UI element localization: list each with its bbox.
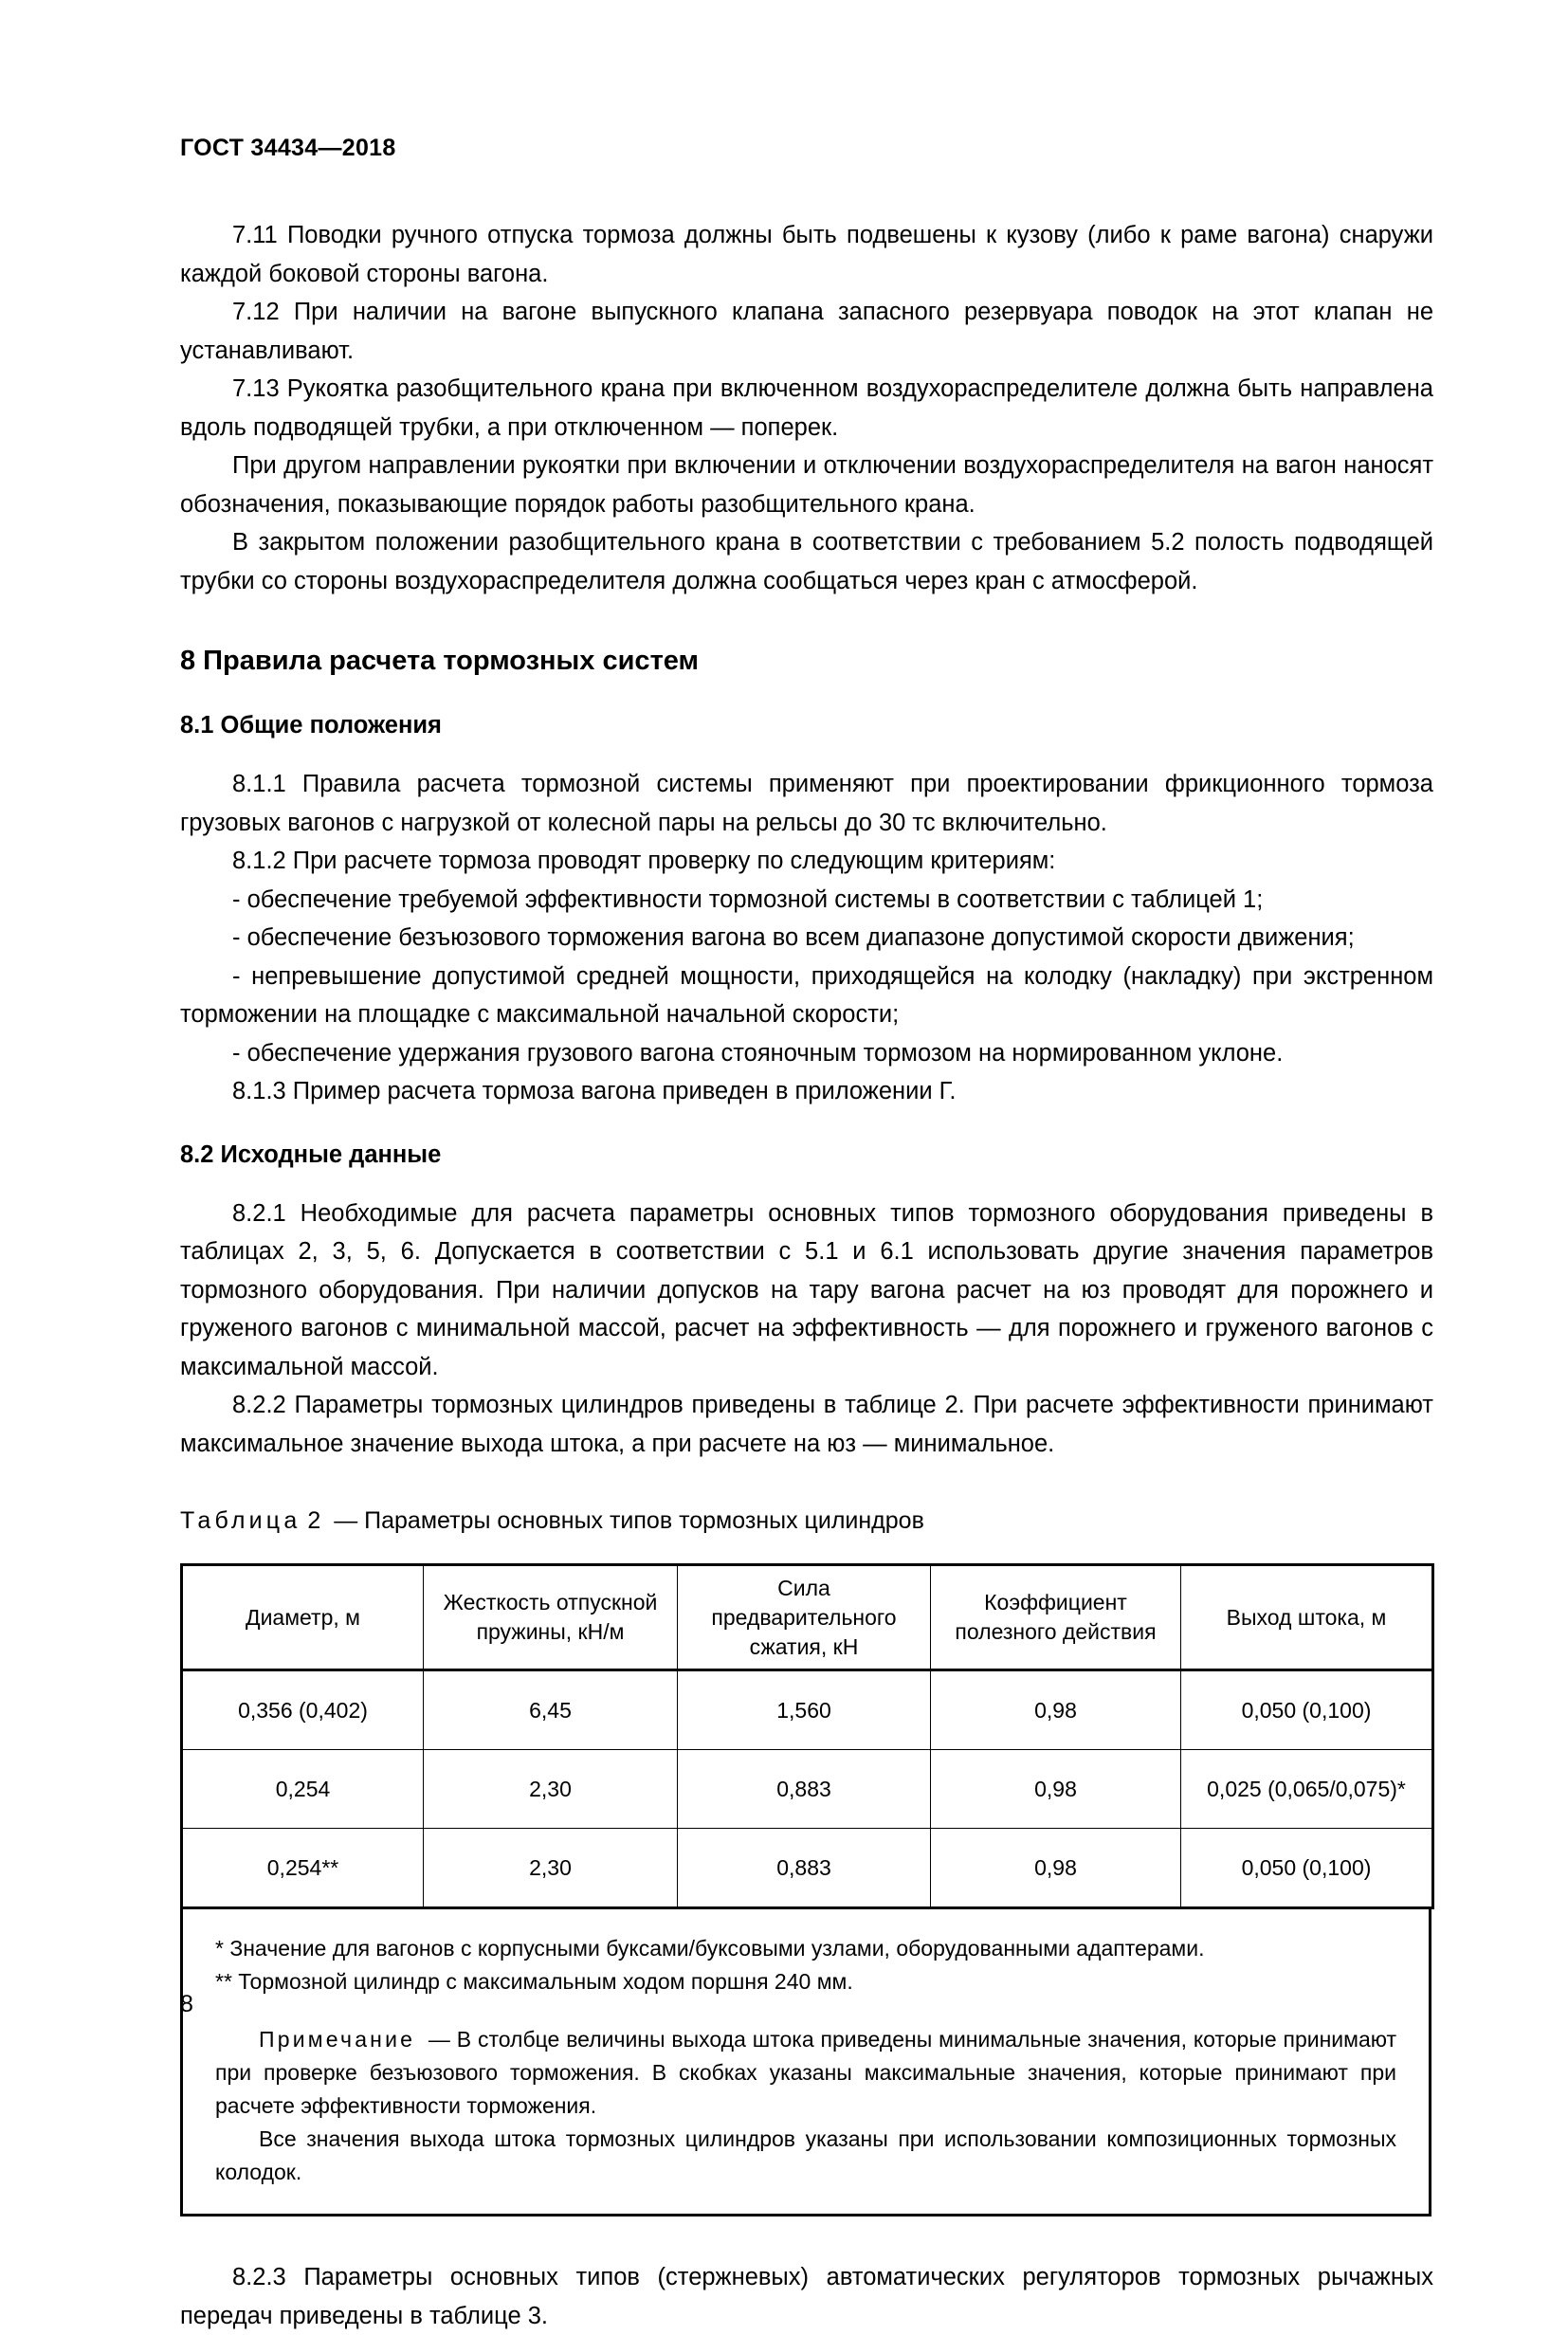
table-cell: 0,050 (0,100) xyxy=(1181,1670,1433,1750)
page-body xyxy=(180,216,1433,2335)
section-8-heading: 8 Правила расчета тормозных систем xyxy=(180,646,699,676)
column-header-rod-travel: Выход штока, м xyxy=(1181,1565,1433,1670)
paragraph-8-2-1: 8.2.1 Необходимые для расчета параметры основных типов тормозного оборудования приведены в таблицах 2, 3, 5, 6. Допускается в соответствии с 5.1 и 6.1 использовать другие значения параметров тормозного оборудования. При наличии допусков на тару вагона расчет на юз проводят для порожнего и груженого вагонов с минимальной массой, расчет на эффективность — для порожнего и груженого вагонов с максимальной массой. xyxy=(180,1199,1433,1380)
table-cell: 0,025 (0,065/0,075)* xyxy=(1181,1750,1433,1829)
table-caption-label: Таблица xyxy=(180,1507,301,1534)
spacer xyxy=(180,1463,1433,1484)
column-header-spring-stiffness: Жесткость отпускной пружины, кН/м xyxy=(424,1565,678,1670)
paragraph-8-2-3: 8.2.3 Параметры основных типов (стержневых) автоматических регуляторов тормозных рычажных передач приведены в таблице 3. xyxy=(180,2264,1433,2329)
paragraph-8-2-2: 8.2.2 Параметры тормозных цилиндров приведены в таблице 2. При расчете эффективности принимают максимальное значение выхода штока, а при расчете на юз — минимальное. xyxy=(180,1392,1433,1457)
note-dash: — xyxy=(428,2027,450,2052)
table-cell: 0,98 xyxy=(931,1829,1181,1908)
table-2-caption xyxy=(180,1505,1433,1537)
spacer xyxy=(180,600,1433,642)
spacer xyxy=(180,744,1433,765)
table-footnote-double-asterisk: ** Тормозной цилиндр с максимальным ходом поршня 240 мм. xyxy=(215,1969,853,1994)
table-caption-title: Параметры основных типов тормозных цилиндров xyxy=(364,1507,924,1534)
column-header-efficiency: Коэффициент полезного действия xyxy=(931,1565,1181,1670)
paragraph-other-direction: При другом направлении рукоятки при включении и отключении воздухораспределителя на вагон наносят обозначения, показывающие порядок работы разобщительного крана. xyxy=(180,452,1433,518)
note-label: Примечание xyxy=(259,2027,416,2052)
table-2-notes xyxy=(180,1909,1431,2216)
criterion-item: - обеспечение безъюзового торможения вагона во всем диапазоне допустимой скорости движения; xyxy=(232,924,1355,951)
table-cell: 0,883 xyxy=(678,1750,931,1829)
spacer xyxy=(180,1484,1433,1505)
table-cell: 0,883 xyxy=(678,1829,931,1908)
spacer xyxy=(180,1111,1433,1136)
table-note-secondary: Все значения выхода штока тормозных цилиндров указаны при использовании композиционных тормозных колодок. xyxy=(215,2126,1396,2184)
column-header-diameter: Диаметр, м xyxy=(182,1565,424,1670)
table-note-primary xyxy=(215,2023,1396,2123)
criterion-item: - непревышение допустимой средней мощности, приходящейся на колодку (накладку) при экстренном торможении на площадке с максимальной начальной скорости; xyxy=(180,962,1433,1028)
table-row xyxy=(182,1750,1433,1829)
table-cell: 6,45 xyxy=(424,1670,678,1750)
table-footnote-single-asterisk: * Значение для вагонов с корпусными буксами/буксовыми узлами, оборудованными адаптерами. xyxy=(215,1936,1205,1961)
table-cell: 0,050 (0,100) xyxy=(1181,1829,1433,1908)
table-2-wrapper xyxy=(180,1563,1433,2216)
table-cell: 2,30 xyxy=(424,1750,678,1829)
spacer xyxy=(180,680,1433,706)
table-row xyxy=(182,1670,1433,1750)
table-row xyxy=(182,1829,1433,1908)
spacer xyxy=(180,2237,1433,2258)
criterion-item: - обеспечение требуемой эффективности тормозной системы в соответствии с таблицей 1; xyxy=(232,885,1264,913)
table-cell: 0,254** xyxy=(182,1829,424,1908)
section-8-1-heading: 8.1 Общие положения xyxy=(180,712,442,739)
table-caption-dash: — xyxy=(334,1507,358,1534)
paragraph-8-1-3: 8.1.3 Пример расчета тормоза вагона приведен в приложении Г. xyxy=(232,1078,957,1104)
running-header: ГОСТ 34434—2018 xyxy=(180,135,396,161)
table-cell: 1,560 xyxy=(678,1670,931,1750)
section-8-2-heading: 8.2 Исходные данные xyxy=(180,1140,442,1168)
table-2 xyxy=(180,1563,1434,1909)
table-cell: 0,98 xyxy=(931,1670,1181,1750)
column-header-precompression-force: Сила предварительного сжатия, кН xyxy=(678,1565,931,1670)
spacer xyxy=(180,2216,1433,2237)
paragraph-closed-position: В закрытом положении разобщительного крана в соответствии с требованием 5.2 полость подводящей трубки со стороны воздухораспределителя должна сообщаться через кран с атмосферой. xyxy=(180,529,1433,594)
note-text: В столбце величины выхода штока приведены минимальные значения, которые принимают при проверке безъюзового торможения. В скобках указаны максимальные значения, которые принимают при расчете эффективности торможения. xyxy=(215,2027,1397,2118)
paragraph-8-1-1: 8.1.1 Правила расчета тормозной системы применяют при проектировании фрикционного тормоза грузовых вагонов с нагрузкой от колесной пары на рельсы до 30 тс включительно. xyxy=(180,771,1433,836)
table-cell: 0,254 xyxy=(182,1750,424,1829)
table-cell: 2,30 xyxy=(424,1829,678,1908)
paragraph-7-13: 7.13 Рукоятка разобщительного крана при включенном воздухораспределителе должна быть направлена вдоль подводящей трубки, а при отключенном — поперек. xyxy=(180,375,1433,441)
criterion-item: - обеспечение удержания грузового вагона стояночным тормозом на нормированном уклоне. xyxy=(232,1039,1284,1067)
paragraph-8-1-2: 8.1.2 При расчете тормоза проводят проверку по следующим критериям: xyxy=(232,848,1056,874)
table-header-row xyxy=(182,1565,1433,1670)
page-number: 8 xyxy=(180,1991,193,2017)
spacer xyxy=(180,1174,1433,1195)
paragraph-7-11: 7.11 Поводки ручного отпуска тормоза должны быть подвешены к кузову (либо к раме вагона) снаружи каждой боковой стороны вагона. xyxy=(180,222,1433,287)
table-cell: 0,98 xyxy=(931,1750,1181,1829)
table-cell: 0,356 (0,402) xyxy=(182,1670,424,1750)
table-caption-number: 2 xyxy=(307,1507,321,1534)
paragraph-7-12: 7.12 При наличии на вагоне выпускного клапана запасного резервуара поводок на этот клапан не устанавливают. xyxy=(180,299,1433,364)
